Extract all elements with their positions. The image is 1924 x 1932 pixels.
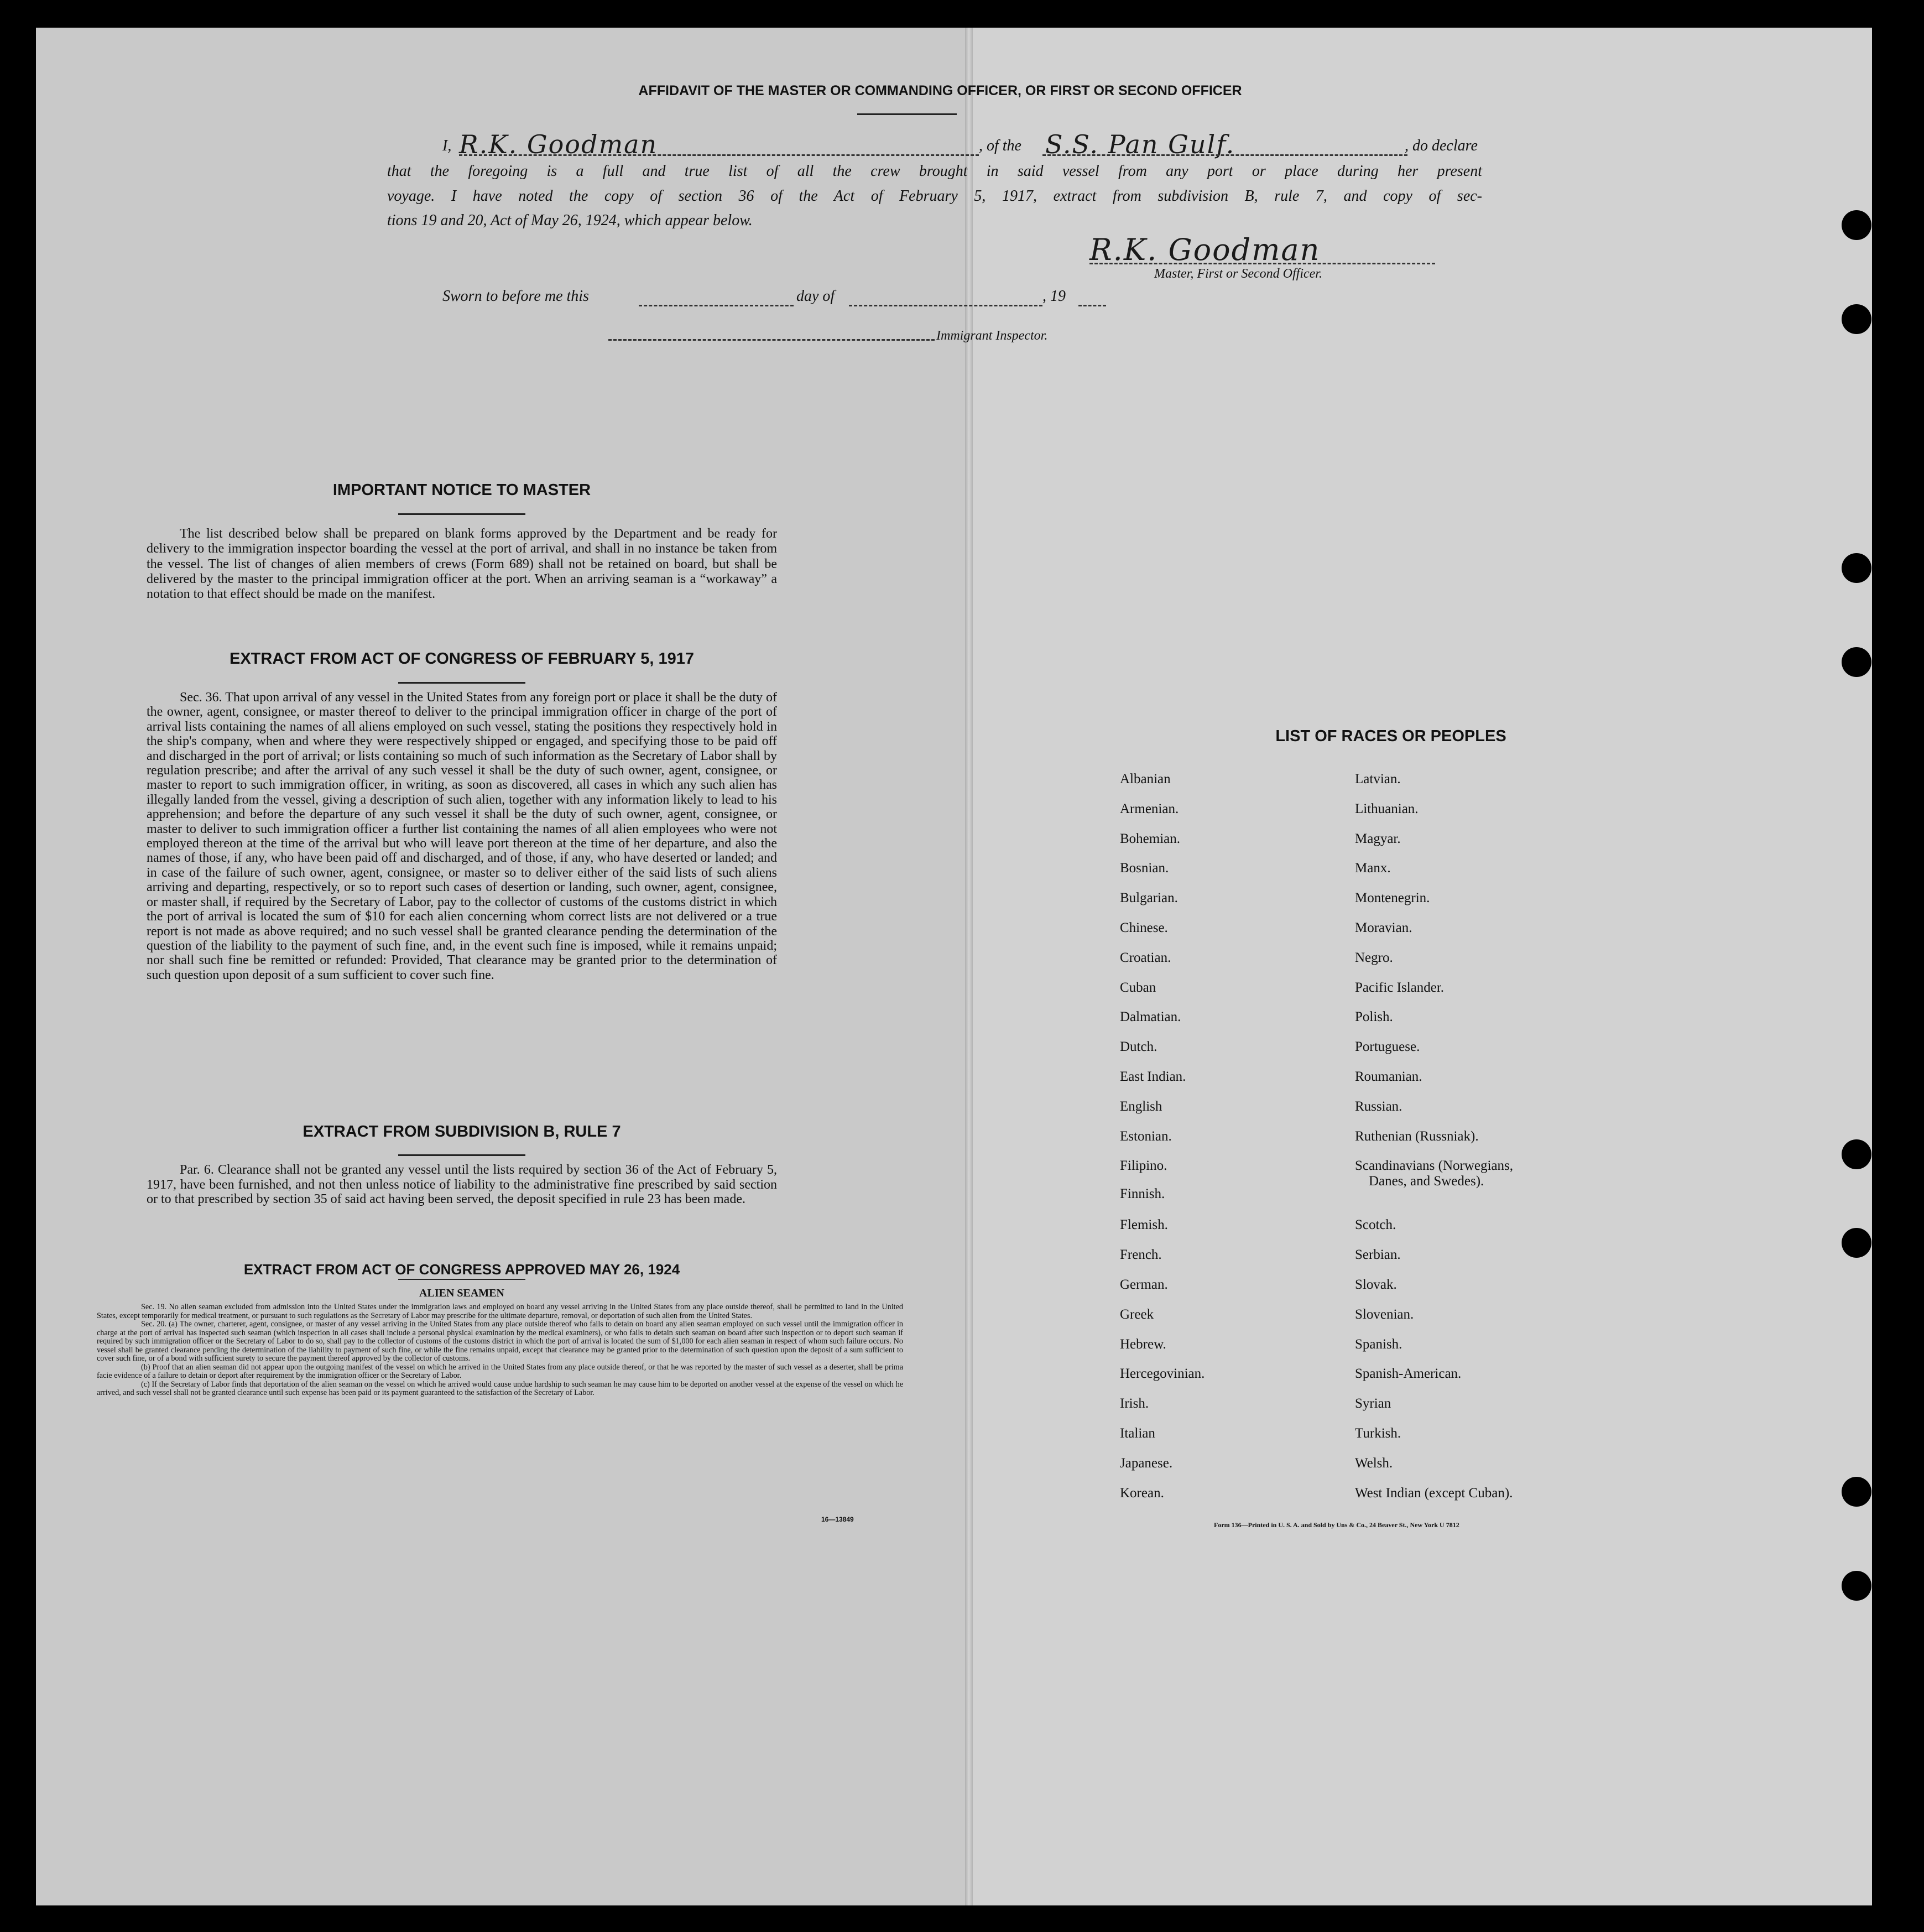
race-item: Hebrew. <box>1120 1336 1166 1352</box>
race-item: Spanish-American. <box>1355 1366 1462 1382</box>
inspector-dashline <box>608 339 935 341</box>
sworn-year-dashline <box>1078 305 1106 306</box>
sworn-day-dashline <box>639 305 794 306</box>
vessel-name: S.S. Pan Gulf. <box>1045 129 1235 159</box>
race-item: English <box>1120 1098 1162 1114</box>
race-item: Slovak. <box>1355 1277 1397 1292</box>
form-code: 16—13849 <box>821 1516 854 1523</box>
race-item: Armenian. <box>1120 801 1179 816</box>
race-item: Welsh. <box>1355 1455 1393 1471</box>
binder-hole <box>1842 1228 1871 1258</box>
race-item: Albanian <box>1120 772 1171 787</box>
race-item: Magyar. <box>1355 831 1401 846</box>
master-dashline <box>1089 263 1435 264</box>
extract-1924-body <box>97 1303 903 1398</box>
extract-rule7-rule <box>398 1154 525 1156</box>
race-item: Korean. <box>1120 1485 1164 1501</box>
race-item: Pacific Islander. <box>1355 980 1445 995</box>
extract-1917-rule <box>398 682 525 684</box>
affidavit-line-3: voyage. I have noted the copy of section 36 of the Act of February 5, 1917, extract from subdivision B, rule 7, and copy of sec- <box>387 188 1482 205</box>
extract-rule7-title: EXTRACT FROM SUBDIVISION B, RULE 7 <box>303 1123 621 1141</box>
race-item: Moravian. <box>1355 920 1412 935</box>
race-item: Cuban <box>1120 980 1156 995</box>
race-item: Japanese. <box>1120 1455 1173 1471</box>
race-item: Greek <box>1120 1306 1154 1322</box>
binder-hole <box>1842 210 1871 240</box>
binder-hole <box>1842 553 1871 583</box>
race-item: Irish. <box>1120 1396 1149 1412</box>
race-item: Lithuanian. <box>1355 801 1419 816</box>
race-item: Roumanian. <box>1355 1069 1422 1084</box>
race-item: Portuguese. <box>1355 1039 1420 1055</box>
notice-title: IMPORTANT NOTICE TO MASTER <box>332 481 591 499</box>
document-sheet <box>36 28 1872 1905</box>
binder-hole <box>1842 1477 1871 1507</box>
race-item: Finnish. <box>1120 1186 1165 1202</box>
declarant-prefix: I, <box>442 137 452 154</box>
affidavit-title: AFFIDAVIT OF THE MASTER OR COMMANDING OFFICER, OR FIRST OR SECOND OFFICER <box>638 83 1242 98</box>
race-item: Flemish. <box>1120 1217 1168 1233</box>
extract-1924-title: EXTRACT FROM ACT OF CONGRESS APPROVED MAY 26, 1924 <box>243 1261 680 1278</box>
race-item: Scandinavians (Norwegians, <box>1355 1158 1514 1174</box>
notice-rule <box>398 513 525 515</box>
printer-imprint: Form 136—Printed in U. S. A. and Sold by Uns & Co., 24 Beaver St., New York U 7812 <box>1214 1521 1459 1529</box>
race-item: Filipino. <box>1120 1158 1167 1174</box>
sec-20b-text: (b) Proof that an alien seaman did not appear upon the outgoing manifest of the vessel on which he arrived in the United States from any place outside thereof, or that he was reported by the master of such vessel as a deserter, shall be prima facie evidence of a failure to detain or deport after requirement by the immigration officer or the Secretary of Labor. <box>97 1362 903 1380</box>
affidavit-line-4: tions 19 and 20, Act of May 26, 1924, which appear below. <box>387 212 753 229</box>
sworn-year-label: , 19 <box>1042 288 1066 305</box>
race-item: Hercegovinian. <box>1120 1366 1205 1382</box>
races-right-column <box>1355 772 1643 1515</box>
binder-hole <box>1842 1139 1871 1169</box>
race-item: French. <box>1120 1247 1162 1263</box>
race-item: Bulgarian. <box>1120 891 1178 906</box>
race-item: Croatian. <box>1120 950 1171 965</box>
race-item: Latvian. <box>1355 772 1401 787</box>
race-item: Dalmatian. <box>1120 1009 1181 1025</box>
race-item: German. <box>1120 1277 1168 1292</box>
race-item: Turkish. <box>1355 1425 1401 1441</box>
race-item: Bohemian. <box>1120 831 1181 846</box>
declarant-dashline <box>459 154 979 156</box>
extract-1924-rule <box>398 1279 525 1280</box>
race-item: Spanish. <box>1355 1336 1402 1352</box>
extract-1917-text: Sec. 36. That upon arrival of any vessel in the United States from any foreign port or place it shall be the duty of the owner, agent, consignee, or master thereof to deliver to the principal immigration officer in charge of the port of arrival lists containing the names of all aliens employed on such vessel, stating the positions they respectively hold in the ship's company, when and where they were respectively shipped or engaged, and specifying those to be paid off and discharged in the port of arrival; or lists containing so much of such information as the Secretary of Labor shall by regulation prescribe; and after the arrival of any such vessel it shall be the duty of such owner, agent, consignee, or master to report to such immigration officer, in writing, as soon as discovered, all cases in which any such alien has illegally landed from the vessel, giving a description of such alien, together with any information likely to lead to his apprehension; and before the departure of any such vessel it shall be the duty of such owner, agent, consignee, or master to deliver to such immigration officer a further list containing the names of all alien employees who were not employed thereon at the time of the arrival but who will leave port thereon at the time of her departure, and also the names of those, if any, who have been paid off and discharged, and of those, if any, who have deserted or landed; and in case of the failure of such owner, agent, consignee, or master so to deliver either of the said lists of such aliens arriving and departing, respectively, or so to report such cases of desertion or landing, such owner, agent, consignee, or master shall, if required by the Secretary of Labor, pay to the collector of customs of the customs district in which the port of arrival is located the sum of $10 for each alien concerning whom correct lists are not delivered or a true report is not made as above required; and no such vessel shall be granted clearance pending the determination of the question of the liability to the payment of such fine, and, in the event such fine is imposed, while it remains unpaid; nor shall such fine be remitted or refunded: Provided, That clearance may be granted prior to the determination of such question upon deposit of a sum sufficient to cover such fine. <box>147 690 777 982</box>
binder-hole <box>1842 647 1871 677</box>
race-item: Montenegrin. <box>1355 891 1430 906</box>
race-item: Estonian. <box>1120 1128 1172 1144</box>
affidavit-line-2: that the foregoing is a full and true list of all the crew brought in said vessel from any port or place during her present <box>387 163 1482 180</box>
binder-hole <box>1842 1571 1871 1601</box>
race-item: Danes, and Swedes). <box>1369 1174 1484 1189</box>
race-item: Slovenian. <box>1355 1306 1414 1322</box>
affidavit-line-1 <box>442 129 1482 160</box>
declare-suffix: , do declare <box>1405 137 1478 154</box>
race-item: Ruthenian (Russniak). <box>1355 1128 1479 1144</box>
sworn-prefix: Sworn to before me this <box>442 288 589 305</box>
extract-1924-subtitle: ALIEN SEAMEN <box>419 1287 504 1299</box>
binder-holes <box>1842 28 1872 1905</box>
notice-text: The list described below shall be prepared on blank forms approved by the Department and be ready for delivery to the immigration inspector boarding the vessel at the port of arrival, and shall in no instance be taken from the vessel. The list of changes of alien members of crews (Form 689) shall not be retained on board, but shall be delivered by the master to the principal immigration officer at the port. When an arriving seaman is a “workaway” a notation to that effect should be made on the manifest. <box>147 527 777 602</box>
races-left-column <box>1120 772 1341 1515</box>
extract-rule7-text: Par. 6. Clearance shall not be granted any vessel until the lists required by section 36 of the Act of February 5, 1917, have been furnished, and not then unless notice of liability to the administrative fine prescribed by said section or to that prescribed by section 35 of said act having been served, the deposit specified in rule 23 has been made. <box>147 1163 777 1207</box>
race-item: Bosnian. <box>1120 861 1169 876</box>
title-rule <box>857 113 957 115</box>
sworn-line <box>442 286 1161 310</box>
race-item: Italian <box>1120 1425 1155 1441</box>
race-item: Dutch. <box>1120 1039 1157 1055</box>
race-item: Scotch. <box>1355 1217 1396 1233</box>
vessel-prefix: , of the <box>979 137 1021 154</box>
race-item: Serbian. <box>1355 1247 1401 1263</box>
sworn-day-label: day of <box>796 288 835 305</box>
master-caption: Master, First or Second Officer. <box>1154 267 1322 281</box>
race-item: Polish. <box>1355 1009 1393 1025</box>
binder-hole <box>1842 304 1871 334</box>
race-item: Manx. <box>1355 861 1391 876</box>
inspector-caption: Immigrant Inspector. <box>936 329 1048 343</box>
sworn-month-dashline <box>849 305 1042 306</box>
vessel-dashline <box>1042 154 1407 156</box>
race-item: East Indian. <box>1120 1069 1186 1084</box>
race-item: Russian. <box>1355 1098 1402 1114</box>
race-item: Syrian <box>1355 1396 1391 1412</box>
sec-20a-text: Sec. 20. (a) The owner, charterer, agent, consignee, or master of any vessel arriving in the United States from any place outside thereof who fails to detain on board any alien seaman employed on such vessel until the immigration officer in charge at the port of arrival has inspected such seaman (which inspection in all cases shall include a personal physical examination by the medical examiners), or who fails to detain such seaman on board after such inspection or to deport such seaman if required by such immigration officer or the Secretary of Labor to do so, shall pay to the collector of customs of the customs district in which the port of arrival is located the sum of $1,000 for each alien seaman in respect of whom such failure occurs. No vessel shall be granted clearance pending the determination of the liability to payment of such fine, or while the fine remains unpaid, except that clearance may be granted prior to the determination of such question upon the deposit of a sum sufficient to cover such fine, or of a bond with sufficient surety to secure the payment thereof approved by the collector of customs. <box>97 1320 903 1363</box>
master-signature: R.K. Goodman <box>1089 232 1321 267</box>
races-title: LIST OF RACES OR PEOPLES <box>1275 727 1506 745</box>
declarant-signature: R.K. Goodman <box>459 129 658 159</box>
sec-20c-text: (c) If the Secretary of Labor finds that deportation of the alien seaman on the vessel on which he arrived would cause undue hardship to such seaman he may cause him to be deported on another vessel at the expense of the vessel on which he arrived, and such vessel shall not be granted clearance until such expense has been paid or its payment guaranteed to the satisfaction of the Secretary of Labor. <box>97 1379 903 1397</box>
race-item: Chinese. <box>1120 920 1168 935</box>
race-item: Negro. <box>1355 950 1393 965</box>
sec-19-text: Sec. 19. No alien seaman excluded from admission into the United States under the immigration laws and employed on board any vessel arriving in the United States from any place outside thereof, shall be permitted to land in the United States, except temporarily for medical treatment, or pursuant to such regulations as the Secretary of Labor may prescribe for the ultimate departure, removal, or deportation of such alien from the United States. <box>97 1303 903 1320</box>
race-item: West Indian (except Cuban). <box>1355 1485 1513 1501</box>
extract-1917-title: EXTRACT FROM ACT OF CONGRESS OF FEBRUARY 5, 1917 <box>229 650 695 668</box>
